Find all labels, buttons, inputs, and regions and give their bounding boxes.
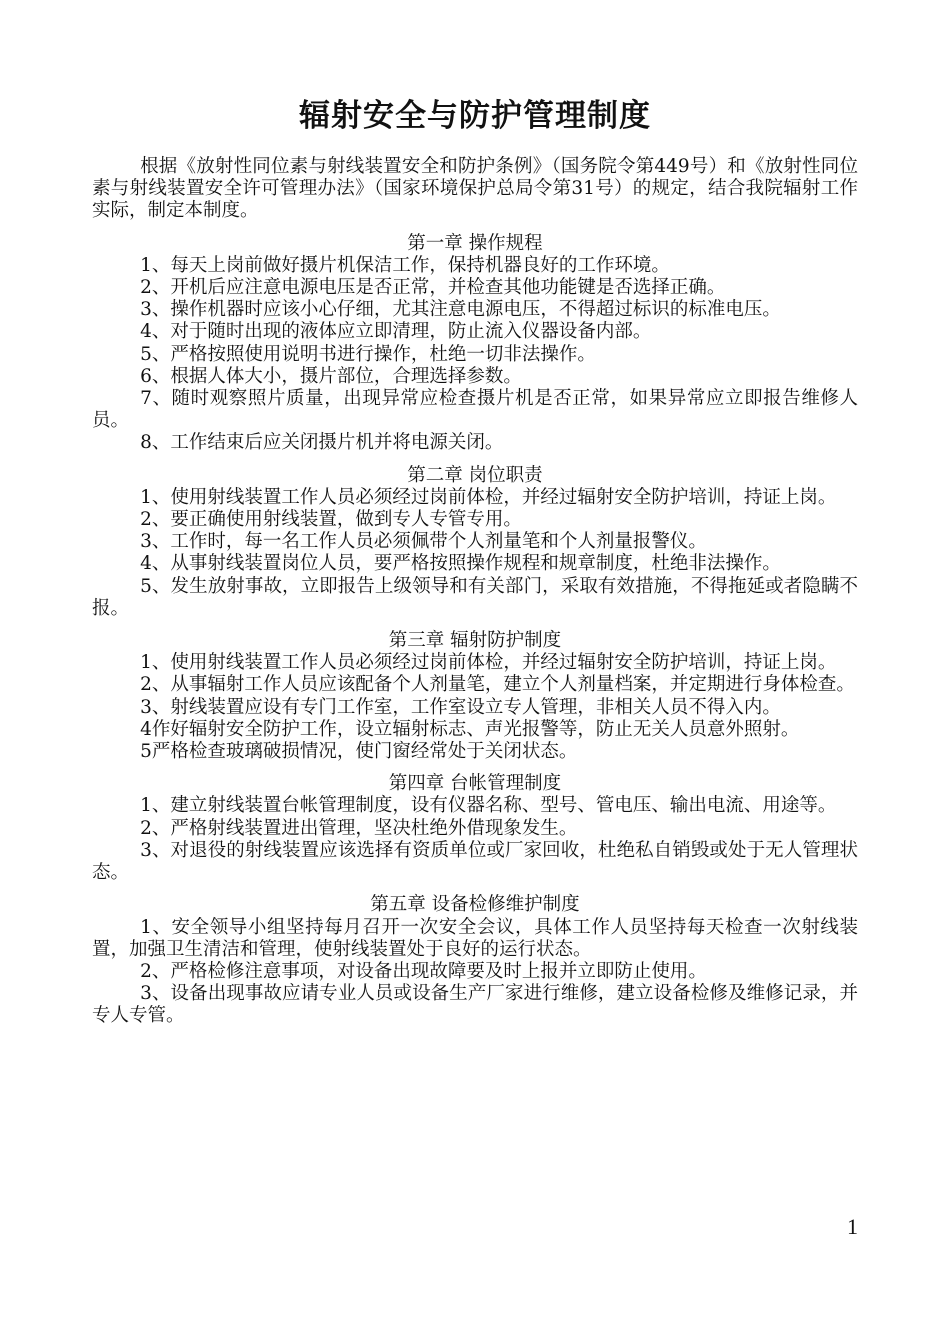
list-item: 1、建立射线装置台帐管理制度，设有仪器名称、型号、管电压、输出电流、用途等。 — [140, 795, 837, 817]
list-item: 4、从事射线装置岗位人员，要严格按照操作规程和规章制度，杜绝非法操作。 — [140, 553, 781, 575]
list-item: 2、严格检修注意事项，对设备出现故障要及时上报并立即防止使用。 — [140, 960, 707, 982]
chapter-title: 第一章 操作规程 — [407, 232, 543, 254]
page-number: 1 — [847, 1214, 858, 1239]
list-item: 1、使用射线装置工作人员必须经过岗前体检，并经过辐射安全防护培训，持证上岗。 — [140, 486, 837, 508]
chapter-title: 第五章 设备检修维护制度 — [370, 894, 580, 916]
chapter-5 — [92, 894, 858, 1027]
chapters-container — [92, 233, 858, 1028]
list-item: 4、对于随时出现的液体应立即清理，防止流入仪器设备内部。 — [140, 321, 652, 343]
list-item: 1、使用射线装置工作人员必须经过岗前体检，并经过辐射安全防护培训，持证上岗。 — [140, 652, 837, 674]
list-item: 7、随时观察照片质量，出现异常应检查摄片机是否正常，如果异常应立即报告维修人员。 — [92, 388, 858, 432]
chapter-title: 第三章 辐射防护制度 — [388, 630, 562, 652]
list-item: 6、根据人体大小，摄片部位，合理选择参数。 — [140, 365, 522, 387]
chapter-title: 第四章 台帐管理制度 — [388, 773, 562, 795]
list-item: 3、工作时，每一名工作人员必须佩带个人剂量笔和个人剂量报警仪。 — [140, 531, 707, 553]
list-item: 3、对退役的射线装置应该选择有资质单位或厂家回收，杜绝私自销毁或处于无人管理状态。 — [92, 839, 858, 884]
chapter-4 — [92, 773, 858, 884]
chapter-1 — [92, 233, 858, 455]
list-item: 1、安全领导小组坚持每月召开一次安全会议，具体工作人员坚持每天检查一次射线装置，加强卫生清洁和管理，使射线装置处于良好的运行状态。 — [92, 916, 858, 960]
list-item: 5、发生放射事故，立即报告上级领导和有关部门，采取有效措施，不得拖延或者隐瞒不报。 — [92, 575, 858, 619]
list-item: 2、要正确使用射线装置，做到专人专管专用。 — [140, 509, 522, 531]
document-title: 辐射安全与防护管理制度 — [299, 98, 651, 134]
list-item: 3、射线装置应设有专门工作室，工作室设立专人管理，非相关人员不得入内。 — [140, 696, 781, 718]
chapter-3 — [92, 630, 858, 763]
list-item: 2、严格射线装置进出管理，坚决杜绝外借现象发生。 — [140, 817, 578, 839]
list-item: 2、从事辐射工作人员应该配备个人剂量笔，建立个人剂量档案，并定期进行身体检查。 — [140, 674, 855, 696]
list-item: 3、设备出现事故应请专业人员或设备生产厂家进行维修，建立设备检修及维修记录，并专人专管。 — [92, 983, 858, 1027]
list-item: 2、开机后应注意电源电压是否正常，并检查其他功能键是否选择正确。 — [140, 277, 726, 299]
chapter-2 — [92, 465, 858, 620]
chapter-title: 第二章 岗位职责 — [407, 464, 543, 486]
list-item: 4作好辐射安全防护工作，设立辐射标志、声光报警等，防止无关人员意外照射。 — [140, 718, 800, 740]
list-item: 8、工作结束后应关闭摄片机并将电源关闭。 — [140, 432, 504, 454]
list-item: 1、每天上岗前做好摄片机保洁工作，保持机器良好的工作环境。 — [140, 254, 670, 276]
list-item: 5严格检查玻璃破损情况，使门窗经常处于关闭状态。 — [140, 741, 578, 763]
intro-paragraph: 根据《放射性同位素与射线装置安全和防护条例》（国务院令第449号）和《放射性同位素与射线装置安全许可管理办法》（国家环境保护总局令第31号）的规定，结合我院辐射工作实际，制定本制度。 — [92, 156, 858, 222]
list-item: 5、严格按照使用说明书进行操作，杜绝一切非法操作。 — [140, 343, 596, 365]
list-item: 3、操作机器时应该小心仔细，尤其注意电源电压，不得超过标识的标准电压。 — [140, 299, 781, 321]
